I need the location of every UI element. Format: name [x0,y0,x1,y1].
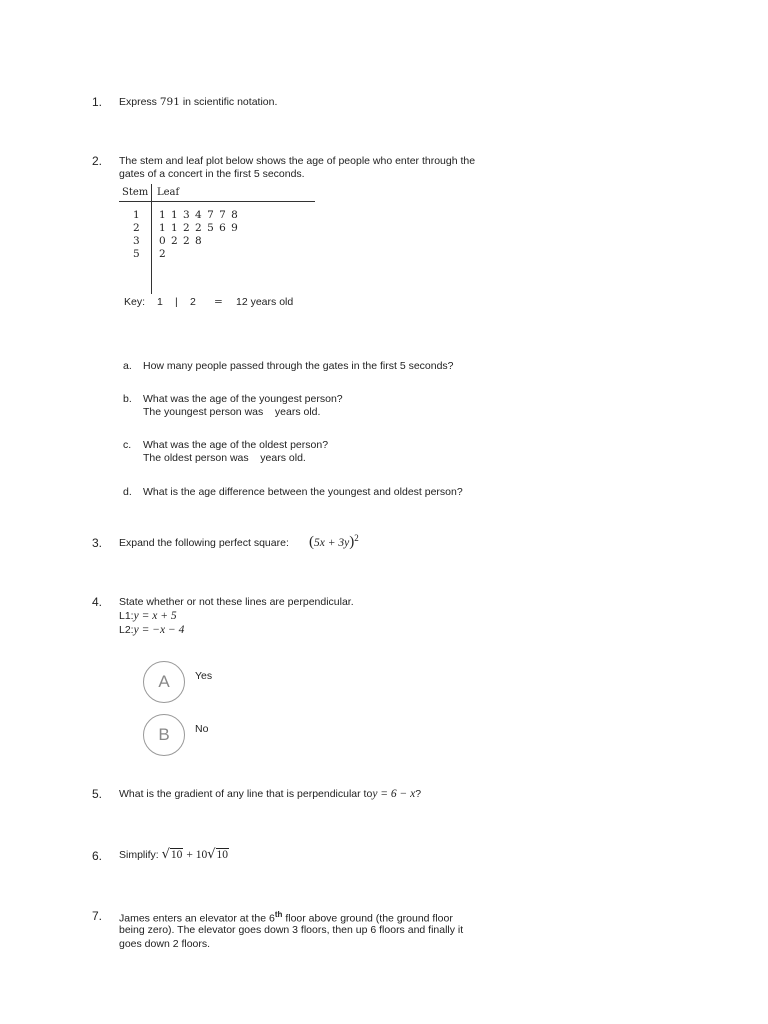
part-c-text: What was the age of the oldest person? [143,439,329,451]
question-text [119,96,277,108]
part-b-answer: The youngest person was years old. [143,406,321,418]
math-expression [309,533,359,551]
text-after: in scientific notation. [179,96,278,108]
stem-cell: 5 [133,248,141,260]
stem-and-leaf-plot [119,184,315,294]
key-value: 12 years old [236,296,294,308]
radicand: 10 [170,849,183,861]
ordinal-suffix: th [274,910,283,919]
stem-cell: 3 [133,235,141,247]
leaf-cell: 2 [159,248,167,260]
line-2 [119,624,184,636]
text-after: floor above ground (the ground floor [282,912,453,925]
radical-1 [162,847,184,862]
line-2-equation: y = −x − 4 [133,624,185,636]
text: What is the gradient of any line that is perpendicular to [119,788,373,800]
paren-close: ) [349,533,355,550]
part-b-letter: b. [123,393,132,405]
question-text-line-2: gates of a concert in the first 5 seconds. [119,168,305,180]
math-number: 791 [159,96,180,108]
question-text: Expand the following perfect square: [119,537,289,549]
line-1-equation: y = x + 5 [133,610,177,622]
question-number: 7. [92,909,103,923]
key-bar: | [175,296,178,308]
question-number: 1. [92,95,103,109]
part-c-answer: The oldest person was years old. [143,452,306,464]
line-2-label: L2: [119,624,134,636]
exponent: 2 [354,533,359,543]
plus-coefficient: + 10 [186,849,208,861]
question-mark: ? [415,788,422,800]
key-equals: = [214,296,223,308]
key-stem: 1 [157,296,163,308]
question-text-line-2: being zero). The elevator goes down 3 floors, then up 6 floors and finally it [119,924,464,936]
question-text [119,788,421,800]
part-b-text: What was the age of the youngest person? [143,393,343,405]
leaf-cell: 1 1 3 4 7 7 8 [159,209,239,221]
question-number: 5. [92,787,103,801]
question-number: 2. [92,154,103,168]
key-leaf: 2 [190,296,196,308]
stem-header: Stem [122,187,149,198]
leaf-header: Leaf [157,187,180,198]
text: Simplify: [119,849,159,861]
part-c-letter: c. [123,439,132,451]
option-b-circle[interactable]: B [143,714,185,756]
part-d-letter: d. [123,486,132,498]
question-text-line-1 [119,910,453,925]
leaf-cell: 1 1 2 2 5 6 9 [159,222,239,234]
paren-open: ( [309,533,314,550]
header-divider [119,201,315,202]
line-1 [119,610,177,622]
question-number: 4. [92,595,103,609]
radical-sign-icon: √ [161,847,170,862]
radical-2 [207,847,229,862]
question-text-line-3: goes down 2 floors. [119,938,211,950]
question-number: 6. [92,849,103,863]
radical-sign-icon: √ [207,847,216,862]
question-text-line-1: The stem and leaf plot below shows the age of people who enter through the [119,155,476,167]
stem-cell: 2 [133,222,141,234]
option-a-label: Yes [195,670,213,682]
question-number: 3. [92,536,103,550]
key-label: Key: [124,296,146,308]
leaf-cell: 0 2 2 8 [159,235,203,247]
text-before: James enters an elevator at the 6 [119,912,275,925]
text-before: Express [119,96,160,108]
question-text: State whether or not these lines are perpendicular. [119,596,354,608]
line-1-label: L1: [119,610,134,622]
part-a-letter: a. [123,360,132,372]
stem-divider [151,184,152,294]
part-a-text: How many people passed through the gates in the first 5 seconds? [143,360,454,372]
equation: y = 6 − x [372,788,416,800]
question-text [119,847,229,862]
radicand: 10 [216,849,228,861]
option-b-label: No [195,723,209,735]
expression-body: 5x + 3y [314,536,350,549]
stem-cell: 1 [133,209,141,221]
option-a-circle[interactable]: A [143,661,185,703]
part-d-text: What is the age difference between the youngest and oldest person? [143,486,463,498]
